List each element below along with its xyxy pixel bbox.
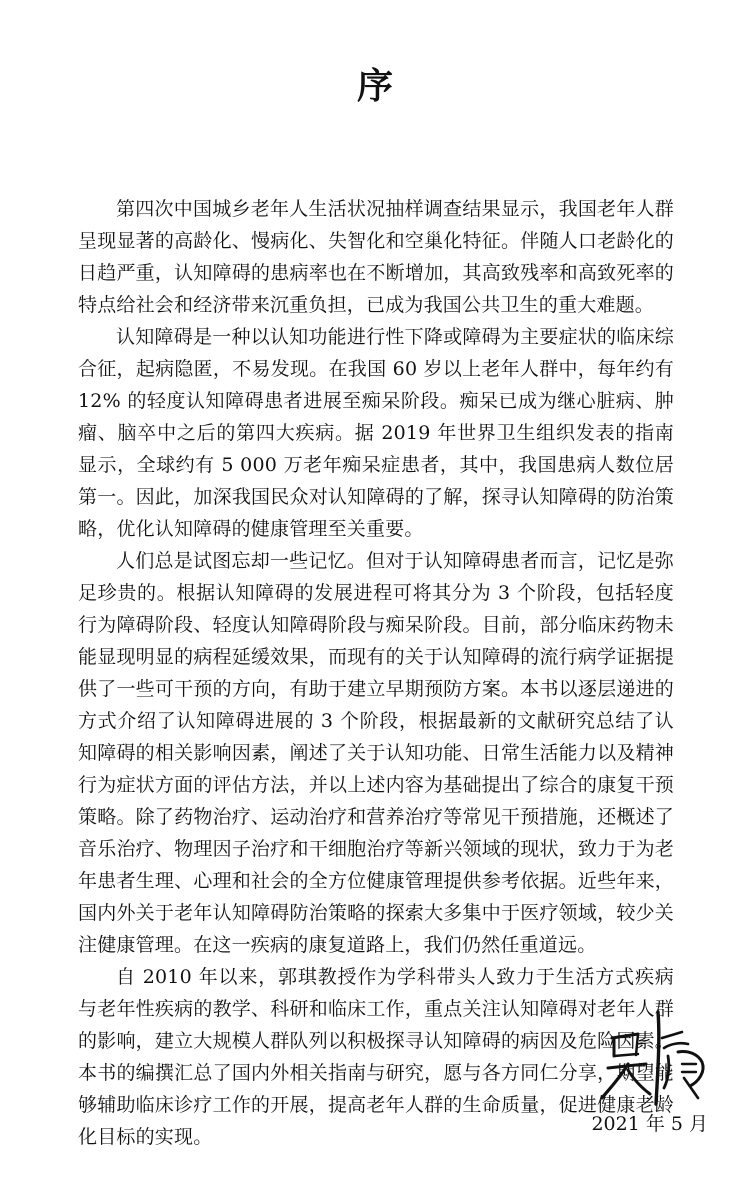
paragraph-2: 认知障碍是一种以认知功能进行性下降或障碍为主要症状的临床综合征，起病隐匿，不易发现。在我国 60 岁以上老年人群中，每年约有 12% 的轻度认知障碍患者进展至痴呆阶段。痴呆已成为继心脏病、肿瘤、脑卒中之后的第四大疾病。据 2019 年世界卫生组织发表的指南显示，全球约有 5 000 万老年痴呆症患者，其中，我国患病人数位居第一。因此，加深我国民众对认知障碍的了解，探寻认知障碍的防治策略，优化认知障碍的健康管理至关重要。 [78,326,674,540]
preface-body [78,193,674,1153]
paragraph-1: 第四次中国城乡老年人生活状况抽样调查结果显示，我国老年人群呈现显著的高龄化、慢病化、失智化和空巢化特征。伴随人口老龄化的日趋严重，认知障碍的患病率也在不断增加，其高致残率和高致死率的特点给社会和经济带来沉重负担，已成为我国公共卫生的重大难题。 [78,198,674,316]
preface-date: 2021 年 5 月 [591,1113,708,1135]
signature-icon [598,1008,710,1108]
paragraph-4: 自 2010 年以来，郭琪教授作为学科带头人致力于生活方式疾病与老年性疾病的教学、科研和临床工作，重点关注认知障碍对老年人群的影响，建立大规模人群队列以积极探寻认知障碍的病因及危险因素。本书的编撰汇总了国内外相关指南与研究，愿与各方同仁分享，期望能够辅助临床诊疗工作的开展，提高老年人群的生命质量，促进健康老龄化目标的实现。 [78,966,674,1148]
paragraph-3: 人们总是试图忘却一些记忆。但对于认知障碍患者而言，记忆是弥足珍贵的。根据认知障碍的发展进程可将其分为 3 个阶段，包括轻度行为障碍阶段、轻度认知障碍阶段与痴呆阶段。目前，部分临床药物未能显现明显的病程延缓效果，而现有的关于认知障碍的流行病学证据提供了一些可干预的方向，有助于建立早期预防方案。本书以逐层递进的方式介绍了认知障碍进展的 3 个阶段，根据最新的文献研究总结了认知障碍的相关影响因素，阐述了关于认知功能、日常生活能力以及精神行为症状方面的评估方法，并以上述内容为基础提出了综合的康复干预策略。除了药物治疗、运动治疗和营养治疗等常见干预措施，还概述了音乐治疗、物理因子治疗和干细胞治疗等新兴领域的现状，致力于为老年患者生理、心理和社会的全方位健康管理提供参考依据。近些年来，国内外关于老年认知障碍防治策略的探索大多集中于医疗领域，较少关注健康管理。在这一疾病的康复道路上，我们仍然任重道远。 [78,550,674,956]
page-title: 序 [356,65,393,107]
